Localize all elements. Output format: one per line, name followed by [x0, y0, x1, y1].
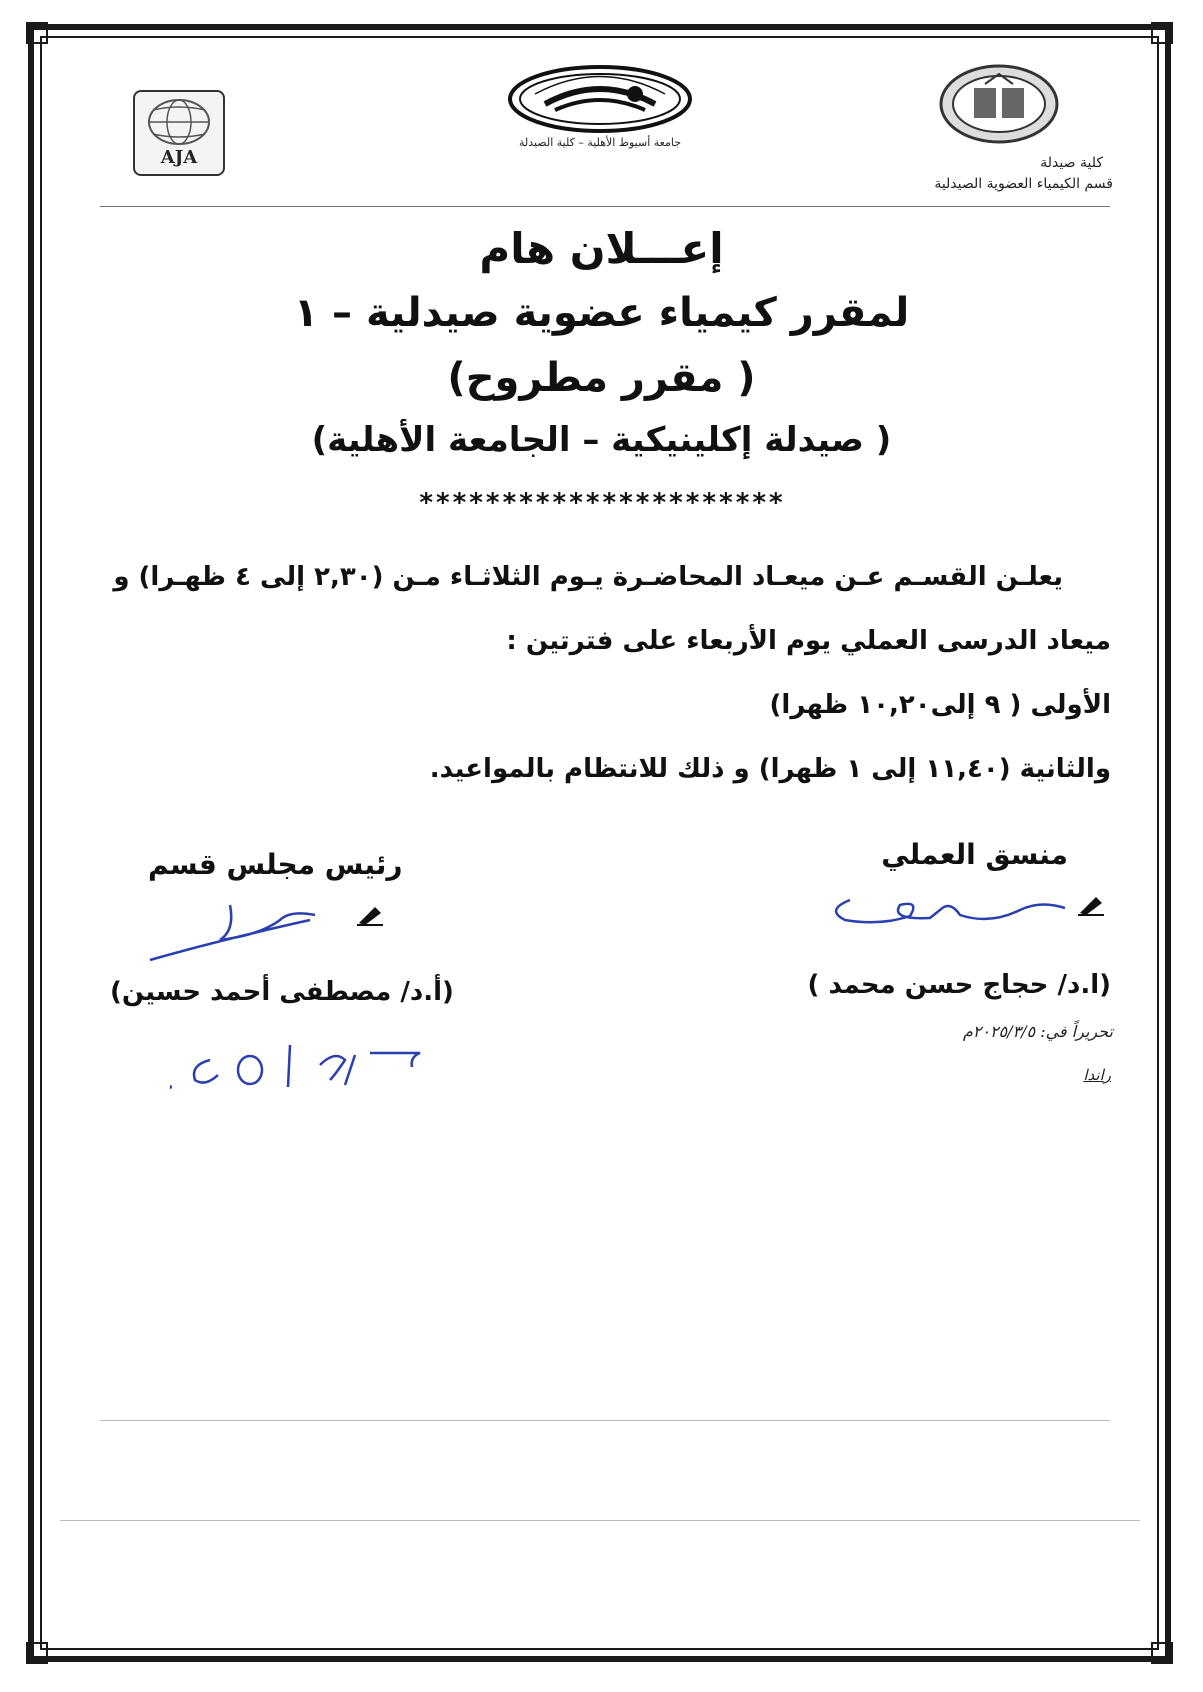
corner-ornament	[26, 1642, 48, 1664]
first-period-line: الأولى ( ٩ إلى١٠,٢٠ ظهرا)	[769, 690, 1111, 720]
lecture-schedule-line: يعلـن القسـم عـن ميعـاد المحاضـرة يـوم الثلاثـاء مـن (٢,٣٠ إلى ٤ ظهـرا) و	[113, 562, 1063, 592]
footer-divider	[60, 1520, 1140, 1521]
handwritten-date	[170, 1025, 430, 1095]
pen-writing-icon	[355, 903, 385, 927]
course-type: ( مقرر مطروح)	[447, 355, 756, 401]
corner-ornament	[26, 22, 48, 44]
university-logo	[505, 64, 695, 134]
department-name: قسم الكيمياء العضوية الصيدلية	[934, 176, 1113, 192]
second-period-line: والثانية (١١,٤٠ إلى ١ ظهرا) و ذلك للانتظام بالمواعيد.	[429, 754, 1111, 784]
written-on-line	[963, 1022, 1113, 1041]
head-signature	[140, 890, 340, 970]
course-title: لمقرر كيمياء عضوية صيدلية – ١	[293, 290, 910, 336]
header-divider	[100, 206, 1110, 207]
program-title: ( صيدلة إكلينيكية – الجامعة الأهلية)	[311, 420, 892, 460]
head-title: رئيس مجلس قسم	[148, 848, 403, 881]
aja-logo-text: AJA	[160, 147, 198, 168]
corner-ornament	[1151, 1642, 1173, 1664]
head-name: (أ.د/ مصطفى أحمد حسين)	[110, 977, 454, 1007]
globe-icon	[135, 92, 223, 152]
written-on-date: ٢٠٢٥/٣/٥م	[962, 1022, 1036, 1041]
faculty-logo	[938, 62, 1060, 146]
pen-writing-icon	[1076, 893, 1106, 917]
corner-ornament	[1151, 22, 1173, 44]
written-on-label: تحريراً في:	[1040, 1022, 1113, 1041]
faculty-name: كلية صيدلة	[1040, 155, 1103, 171]
announcement-title: إعـــلان هام	[479, 224, 724, 273]
coordinator-signature	[820, 880, 1070, 940]
star-separator: **********************	[418, 488, 785, 518]
footer-divider	[100, 1420, 1110, 1421]
typist-name: راندا	[1083, 1066, 1111, 1084]
practical-schedule-line: ميعاد الدرسى العملي يوم الأربعاء على فترتين :	[506, 626, 1111, 656]
aja-logo	[133, 90, 225, 176]
coordinator-title: منسق العملي	[881, 838, 1068, 871]
university-caption: جامعة أسيوط الأهلية – كلية الصيدلة	[518, 136, 682, 149]
coordinator-name: (ا.د/ حجاج حسن محمد )	[807, 970, 1111, 1000]
